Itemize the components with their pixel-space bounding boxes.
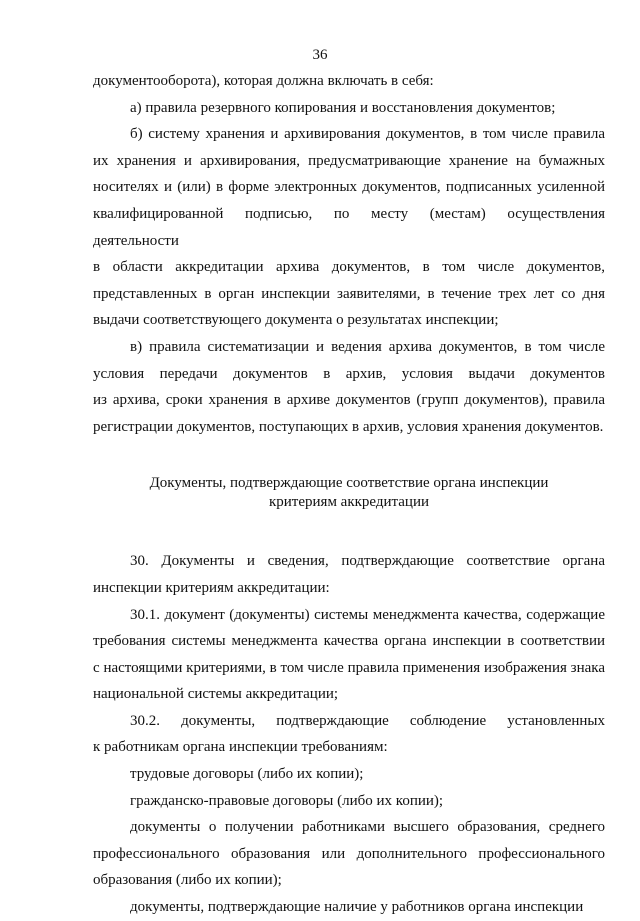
text-line: в области аккредитации архива документов, в том числе документов, (93, 259, 605, 276)
text-line: 30. Документы и сведения, подтверждающие соответствие органа (130, 553, 605, 570)
text-line: регистрации документов, поступающих в архив, условия хранения документов. (93, 418, 604, 435)
section-after-heading (93, 548, 605, 920)
text-line: носителях и (или) в форме электронных документов, подписанных усиленной (93, 179, 605, 196)
text-line: выдачи соответствующего документа о результатах инспекции; (93, 312, 499, 329)
section-heading-line-2: критериям аккредитации (268, 494, 430, 511)
text-line: 30.1. документ (документы) системы менеджмента качества, содержащие (130, 606, 605, 623)
text-line: б) систему хранения и архивирования документов, в том числе правила (130, 126, 605, 143)
text-line: национальной системы аккредитации; (93, 686, 339, 703)
paragraph (93, 761, 605, 788)
text-line: требования системы менеджмента качества органа инспекции в соответствии (93, 633, 605, 650)
section-heading (93, 474, 605, 512)
paragraph (93, 548, 605, 601)
text-line: из архива, сроки хранения в архиве документов (групп документов), правила (93, 392, 605, 409)
page-number: 36 (312, 47, 328, 63)
paragraph (93, 894, 605, 921)
text-line: гражданско-правовые договоры (либо их копии); (130, 792, 444, 809)
text-line: профессионального образования или дополнительного профессионального (93, 845, 605, 862)
text-line: к работникам органа инспекции требованиям: (93, 739, 388, 756)
section-heading-line-1: Документы, подтверждающие соответствие органа инспекции (149, 475, 549, 492)
text-line: документы о получении работниками высшего образования, среднего (130, 819, 605, 836)
text-line: в) правила систематизации и ведения архива документов, в том числе (130, 338, 605, 355)
paragraph (93, 95, 605, 122)
text-line: с настоящими критериями, в том числе правила применения изображения знака (93, 659, 605, 676)
paragraph (93, 814, 605, 894)
paragraph (93, 334, 605, 440)
text-line: трудовые договоры (либо их копии); (130, 766, 364, 783)
text-line: документооборота), которая должна включать в себя: (93, 73, 434, 89)
text-line: их хранения и архивирования, предусматривающие хранение на бумажных (93, 152, 605, 169)
text-line: квалифицированной подписью, по месту (местам) осуществления деятельности (93, 205, 605, 249)
text-line: а) правила резервного копирования и восстановления документов; (130, 99, 556, 116)
paragraph (93, 602, 605, 708)
section-before-heading (93, 68, 605, 440)
paragraph (93, 68, 605, 95)
text-line: 30.2. документы, подтверждающие соблюдение установленных (130, 712, 605, 729)
document-body (93, 68, 605, 921)
text-line: представленных в орган инспекции заявителями, в течение трех лет со дня (93, 285, 605, 302)
paragraph (93, 121, 605, 334)
text-line: документы, подтверждающие наличие у работников органа инспекции (130, 899, 584, 916)
paragraph (93, 708, 605, 761)
text-line: инспекции критериям аккредитации: (93, 579, 330, 596)
text-line: условия передачи документов в архив, условия выдачи документов (93, 365, 605, 382)
text-line: образования (либо их копии); (93, 872, 282, 889)
paragraph (93, 788, 605, 815)
